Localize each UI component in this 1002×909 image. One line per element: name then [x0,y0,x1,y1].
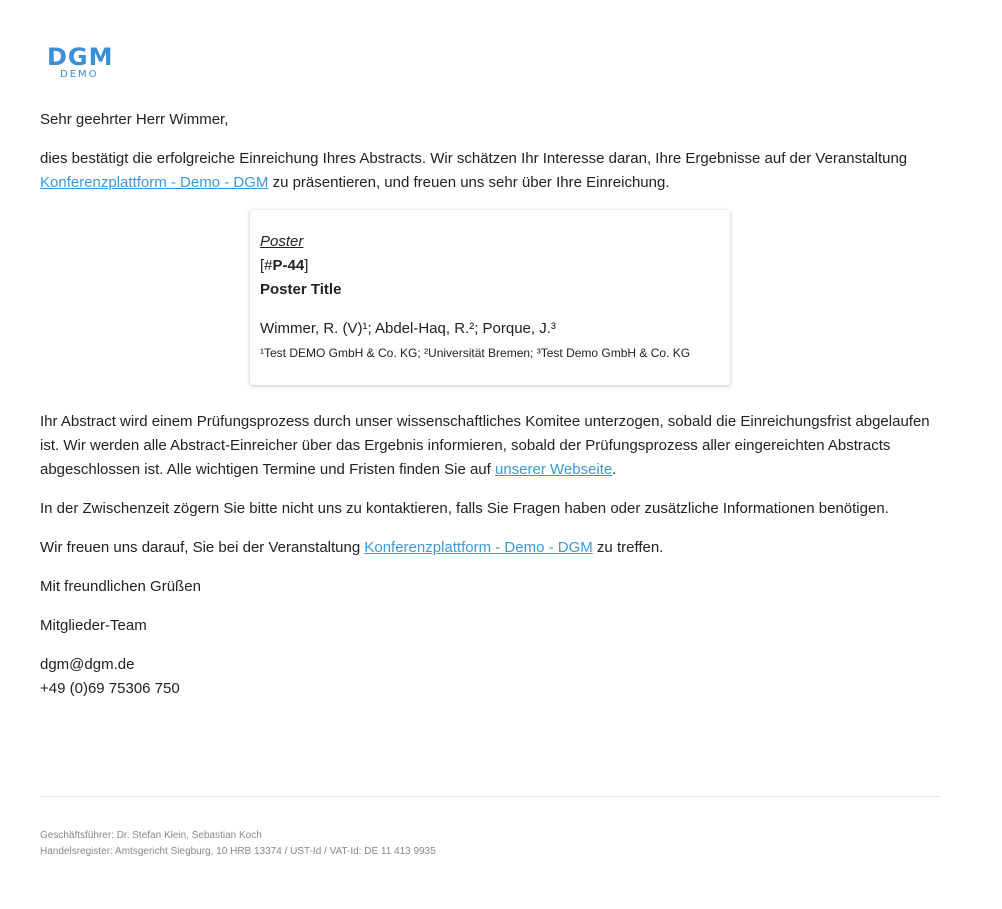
submission-card [250,210,730,385]
website-link[interactable]: unserer Webseite [494,461,613,478]
review-text-after: . [612,461,617,478]
email-body [40,108,950,701]
submission-id-suffix: ] [304,257,309,274]
logo-main-text: DGM [47,43,114,71]
contact-phone: +49 (0)69 75306 750 [40,680,180,697]
contact-email: dgm@dgm.de [40,656,135,673]
review-paragraph [40,410,950,482]
closing-invite [40,536,950,560]
closing-text-after: zu treffen. [592,539,664,556]
greeting: Sehr geehrter Herr Wimmer, [40,111,229,128]
closing-text-before: Wir freuen uns darauf, Sie bei der Veranstaltung [40,539,365,556]
footer-divider [40,796,940,797]
footer-managers: Geschäftsführer: Dr. Stefan Klein, Sebastian Koch [40,830,262,841]
contact-note: In der Zwischenzeit zögern Sie bitte nicht uns zu kontaktieren, falls Sie Fragen haben oder zusätzliche Informationen benötigen. [40,500,889,517]
review-text-before: Ihr Abstract wird einem Prüfungsprozess durch unser wissenschaftliches Komitee unterzogen, sobald die Einreichungsfrist abgelaufen ist. Wir werden alle Abstract-Einreicher über das Ergebnis informieren, sobald der Prüfungsprozess aller eingereichten Abstracts abgeschlossen ist. Alle wichtigen Termine und Fristen finden Sie auf [40,413,930,478]
event-link-closing[interactable]: Konferenzplattform - Demo - DGM [364,539,593,556]
submission-type: Poster [260,233,304,250]
footer-register: Handelsregister: Amtsgericht Siegburg, 10 HRB 13374 / UST-Id / VAT-Id: DE 11 413 9935 [40,846,436,857]
logo-sub-text: DEMO [60,69,99,80]
event-link[interactable]: Konferenzplattform - Demo - DGM [40,174,269,191]
submission-affiliations: ¹Test DEMO GmbH & Co. KG; ²Universität Bremen; ³Test Demo GmbH & Co. KG [260,346,691,360]
submission-id-number: P-44 [272,257,305,274]
team-signature: Mitglieder-Team [40,617,147,634]
intro-paragraph [40,147,950,195]
submission-id [260,254,720,278]
submission-title: Poster Title [260,281,342,298]
intro-text-after: zu präsentieren, und freuen uns sehr über Ihre Einreichung. [268,174,670,191]
submission-authors: Wimmer, R. (V)¹; Abdel-Haq, R.²; Porque, J.³ [260,320,556,337]
submission-id-prefix: [# [260,257,273,274]
regards: Mit freundlichen Grüßen [40,578,201,595]
footer [40,828,436,860]
dgm-logo [47,44,127,80]
intro-text-before: dies bestätigt die erfolgreiche Einreichung Ihres Abstracts. Wir schätzen Ihr Interesse daran, Ihre Ergebnisse auf der Veranstaltung [40,150,908,167]
